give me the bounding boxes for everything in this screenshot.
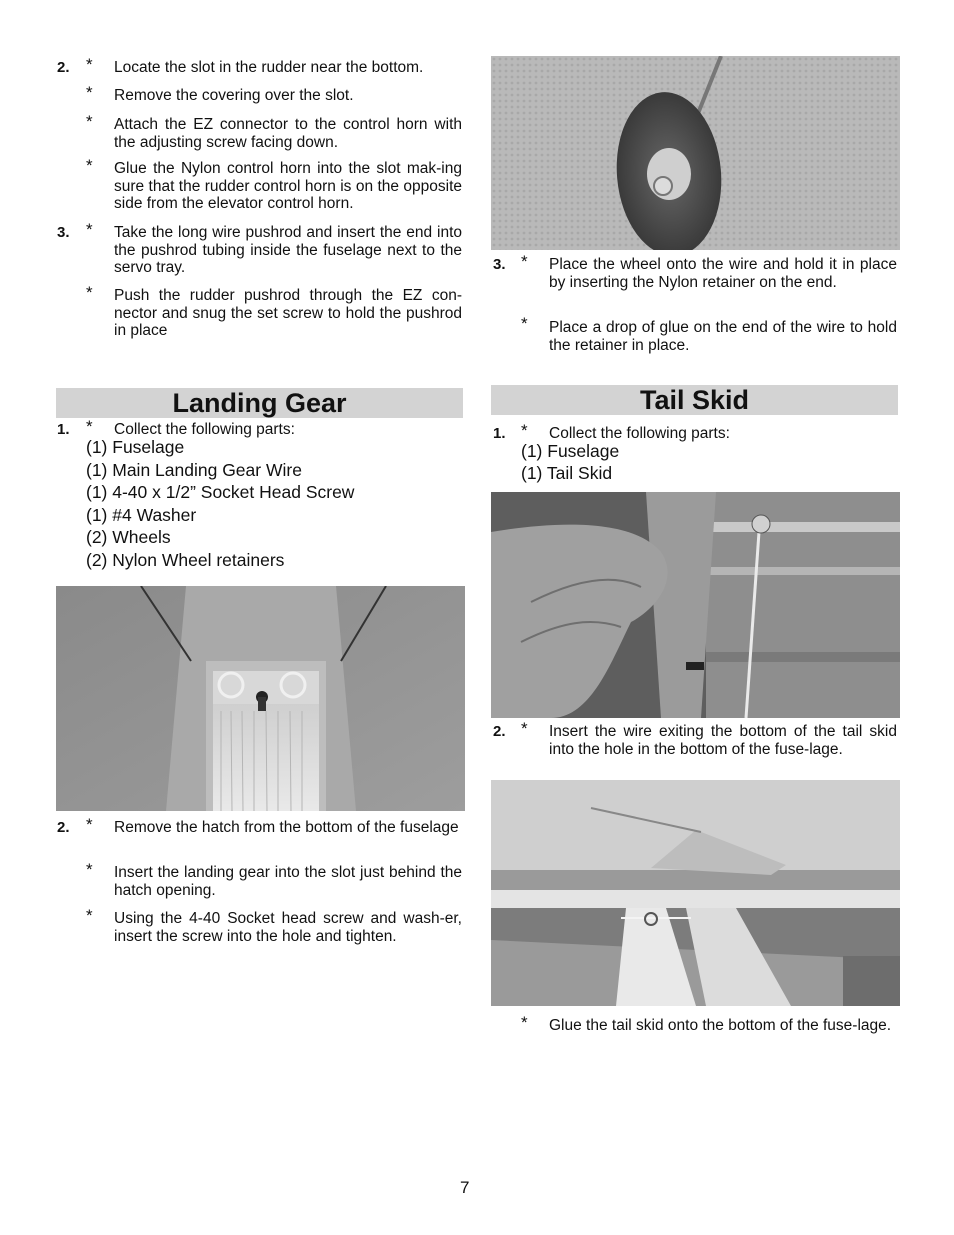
bullet-star: * (86, 906, 93, 925)
bullet-star: * (521, 719, 528, 738)
landing-gear-slot-photo (56, 586, 465, 811)
bullet-star: * (86, 55, 93, 74)
wheel-illustration (491, 56, 900, 250)
step-number: 1. (493, 425, 506, 442)
part-item: (1) Fuselage (521, 441, 620, 461)
bullet-star: * (86, 815, 93, 834)
step-number: 2. (57, 819, 70, 836)
step-text: Take the long wire pushrod and insert the end into the pushrod tubing inside the fuselage next to the servo tray. (114, 224, 462, 276)
part-item: (1) 4-40 x 1/2” Socket Head Screw (86, 482, 355, 502)
step-number: 2. (57, 59, 70, 76)
step-text: Push the rudder pushrod through the EZ con-nector and snug the set screw to hold the pushrod in place (114, 287, 462, 339)
part-item: (2) Nylon Wheel retainers (86, 550, 285, 570)
step-text: Using the 4-40 Socket head screw and wash-er, insert the screw into the hole and tighten. (114, 910, 462, 945)
bullet-star: * (521, 1013, 528, 1032)
step-number: 1. (57, 421, 70, 438)
bullet-star: * (86, 156, 93, 175)
step-number: 2. (493, 723, 506, 740)
tail-skid-hand-photo (491, 492, 900, 718)
page-number: 7 (460, 1178, 470, 1197)
step-text: Attach the EZ connector to the control horn with the adjusting screw facing down. (114, 116, 462, 151)
step-text: Place the wheel onto the wire and hold it in place by inserting the Nylon retainer on the end. (549, 256, 897, 291)
step-text: Remove the hatch from the bottom of the fuselage (114, 819, 459, 836)
step-text: Place a drop of glue on the end of the wire to hold the retainer in place. (549, 319, 897, 354)
bullet-star: * (521, 252, 528, 271)
part-item: (1) Fuselage (86, 437, 185, 457)
bullet-star: * (86, 860, 93, 879)
bullet-star: * (86, 112, 93, 131)
step-number: 3. (493, 256, 506, 273)
part-item: (2) Wheels (86, 527, 171, 547)
landing-gear-slot-illustration (56, 586, 465, 811)
bullet-star: * (86, 220, 93, 239)
tail-skid-hand-illustration (491, 492, 900, 718)
part-item: (1) #4 Washer (86, 505, 197, 525)
tail-skid-title: Tail Skid (639, 385, 750, 415)
step-text: Collect the following parts: (114, 421, 295, 438)
step-text: Insert the wire exiting the bottom of the tail skid into the hole in the bottom of the fuse-lage. (549, 723, 897, 758)
tail-skid-installed-photo (491, 780, 900, 1006)
bullet-star: * (521, 421, 528, 440)
bullet-star: * (86, 283, 93, 302)
step-text: Glue the tail skid onto the bottom of the fuse-lage. (549, 1017, 892, 1034)
bullet-star: * (86, 83, 93, 102)
landing-gear-header (56, 388, 463, 418)
step-number: 3. (57, 224, 70, 241)
bullet-star: * (521, 314, 528, 333)
step-text: Glue the Nylon control horn into the slot mak-ing sure that the rudder control horn is on the opposite side from the elevator control horn. (114, 160, 462, 212)
part-item: (1) Tail Skid (521, 463, 613, 483)
bullet-star: * (86, 417, 93, 436)
tail-skid-installed-illustration (491, 780, 900, 1006)
step-text: Collect the following parts: (549, 425, 730, 442)
step-text: Remove the covering over the slot. (114, 87, 354, 104)
step-text: Locate the slot in the rudder near the bottom. (114, 59, 424, 76)
step-text: Insert the landing gear into the slot just behind the hatch opening. (114, 864, 462, 899)
part-item: (1) Main Landing Gear Wire (86, 460, 302, 480)
tail-skid-header (491, 385, 898, 415)
wheel-photo (491, 56, 900, 250)
landing-gear-title: Landing Gear (172, 388, 347, 418)
